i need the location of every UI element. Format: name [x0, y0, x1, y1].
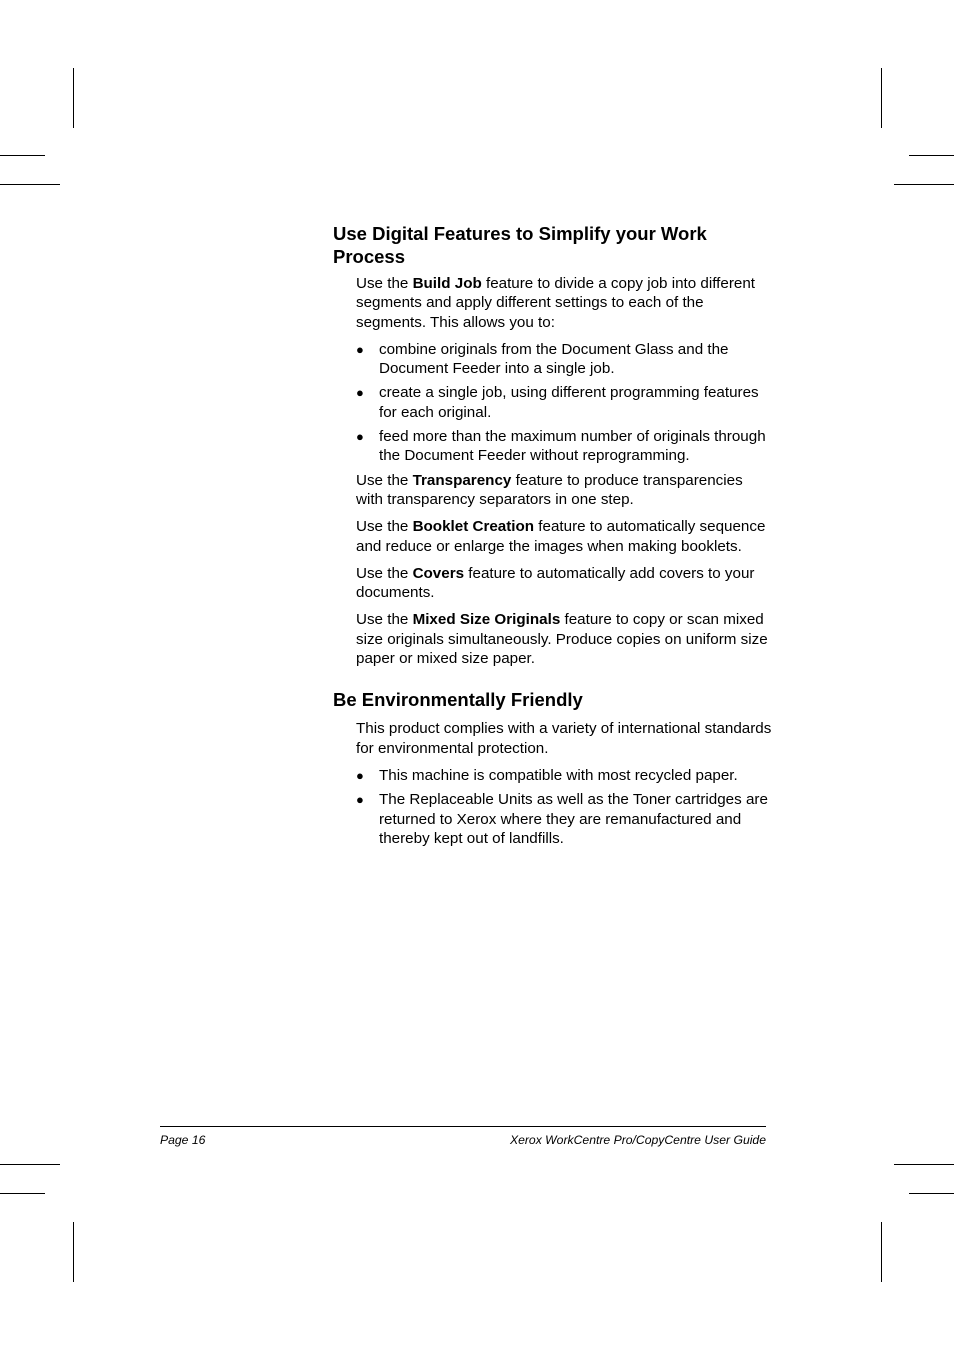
- mixed-size-paragraph: [356, 610, 773, 668]
- section-body: [356, 274, 773, 668]
- text-suffix: feature to produce transparencies with transparency separators in one step.: [356, 471, 743, 508]
- crop-mark: [0, 155, 45, 156]
- text-prefix: Use the: [356, 275, 413, 292]
- section-heading: Use Digital Features to Simplify your Work Process: [333, 223, 707, 267]
- crop-mark: [909, 1193, 954, 1194]
- build-job-paragraph: [356, 274, 773, 332]
- digital-features-section: [333, 222, 773, 668]
- booklet-paragraph: [356, 517, 773, 556]
- bullet-icon: ●: [356, 385, 364, 401]
- list-item: [356, 766, 773, 785]
- environment-section: [333, 688, 773, 848]
- guide-title: Xerox WorkCentre Pro/CopyCentre User Guide: [509, 1133, 766, 1147]
- page-content: [333, 222, 773, 853]
- footer-divider: [160, 1126, 766, 1127]
- text-prefix: Use the: [356, 471, 413, 489]
- crop-mark: [881, 68, 882, 128]
- text-prefix: Use the: [356, 518, 413, 536]
- feature-name: Covers: [412, 564, 465, 582]
- crop-mark: [73, 68, 74, 128]
- bullet-icon: ●: [356, 341, 364, 357]
- bullet-icon: ●: [356, 767, 364, 783]
- bullet-list: [356, 766, 773, 848]
- page-number: Page 16: [160, 1133, 206, 1147]
- crop-mark: [894, 184, 954, 185]
- list-item-text: The Replaceable Units as well as the Toner cartridges are returned to Xerox where they are remanufactured and thereby kept out of landfills.: [379, 791, 768, 847]
- crop-mark: [73, 1222, 74, 1282]
- bullet-icon: ●: [356, 429, 364, 445]
- list-item-text: create a single job, using different programming features for each original.: [379, 384, 759, 421]
- list-item: [356, 427, 773, 466]
- list-item: [356, 790, 773, 848]
- crop-mark: [894, 1164, 954, 1165]
- crop-mark: [0, 1164, 60, 1165]
- feature-name: Transparency: [412, 471, 512, 489]
- text-prefix: Use the: [356, 611, 413, 629]
- text-suffix: feature to divide a copy job into different segments and apply different settings to each of the segments. This allows you to:: [356, 275, 756, 331]
- crop-mark: [0, 184, 60, 185]
- feature-name: Booklet Creation: [412, 518, 535, 536]
- bullet-icon: ●: [356, 792, 364, 808]
- section-heading: Be Environmentally Friendly: [333, 689, 583, 711]
- covers-paragraph: [356, 564, 773, 603]
- crop-mark: [909, 155, 954, 156]
- text-suffix: feature to copy or scan mixed size originals simultaneously. Produce copies on uniform size paper or mixed size paper.: [356, 611, 768, 668]
- crop-mark: [881, 1222, 882, 1282]
- text-suffix: feature to automatically sequence and reduce or enlarge the images when making booklets.: [356, 518, 766, 555]
- text-suffix: feature to automatically add covers to your documents.: [356, 564, 755, 602]
- crop-mark: [0, 1193, 45, 1194]
- list-item-text: combine originals from the Document Glass and the Document Feeder into a single job.: [379, 340, 729, 378]
- text-prefix: Use the: [356, 564, 413, 582]
- section-body: [356, 719, 773, 848]
- list-item: [356, 383, 773, 422]
- list-item: [356, 340, 773, 379]
- bullet-list: [356, 340, 773, 466]
- feature-name: Build Job: [412, 275, 482, 292]
- list-item-text: This machine is compatible with most recycled paper.: [379, 766, 738, 784]
- list-item-text: feed more than the maximum number of originals through the Document Feeder without reprogramming.: [379, 428, 766, 465]
- transparency-paragraph: [356, 471, 773, 510]
- intro-paragraph: This product complies with a variety of international standards for environmental protection.: [356, 720, 772, 757]
- feature-name: Mixed Size Originals: [412, 611, 561, 629]
